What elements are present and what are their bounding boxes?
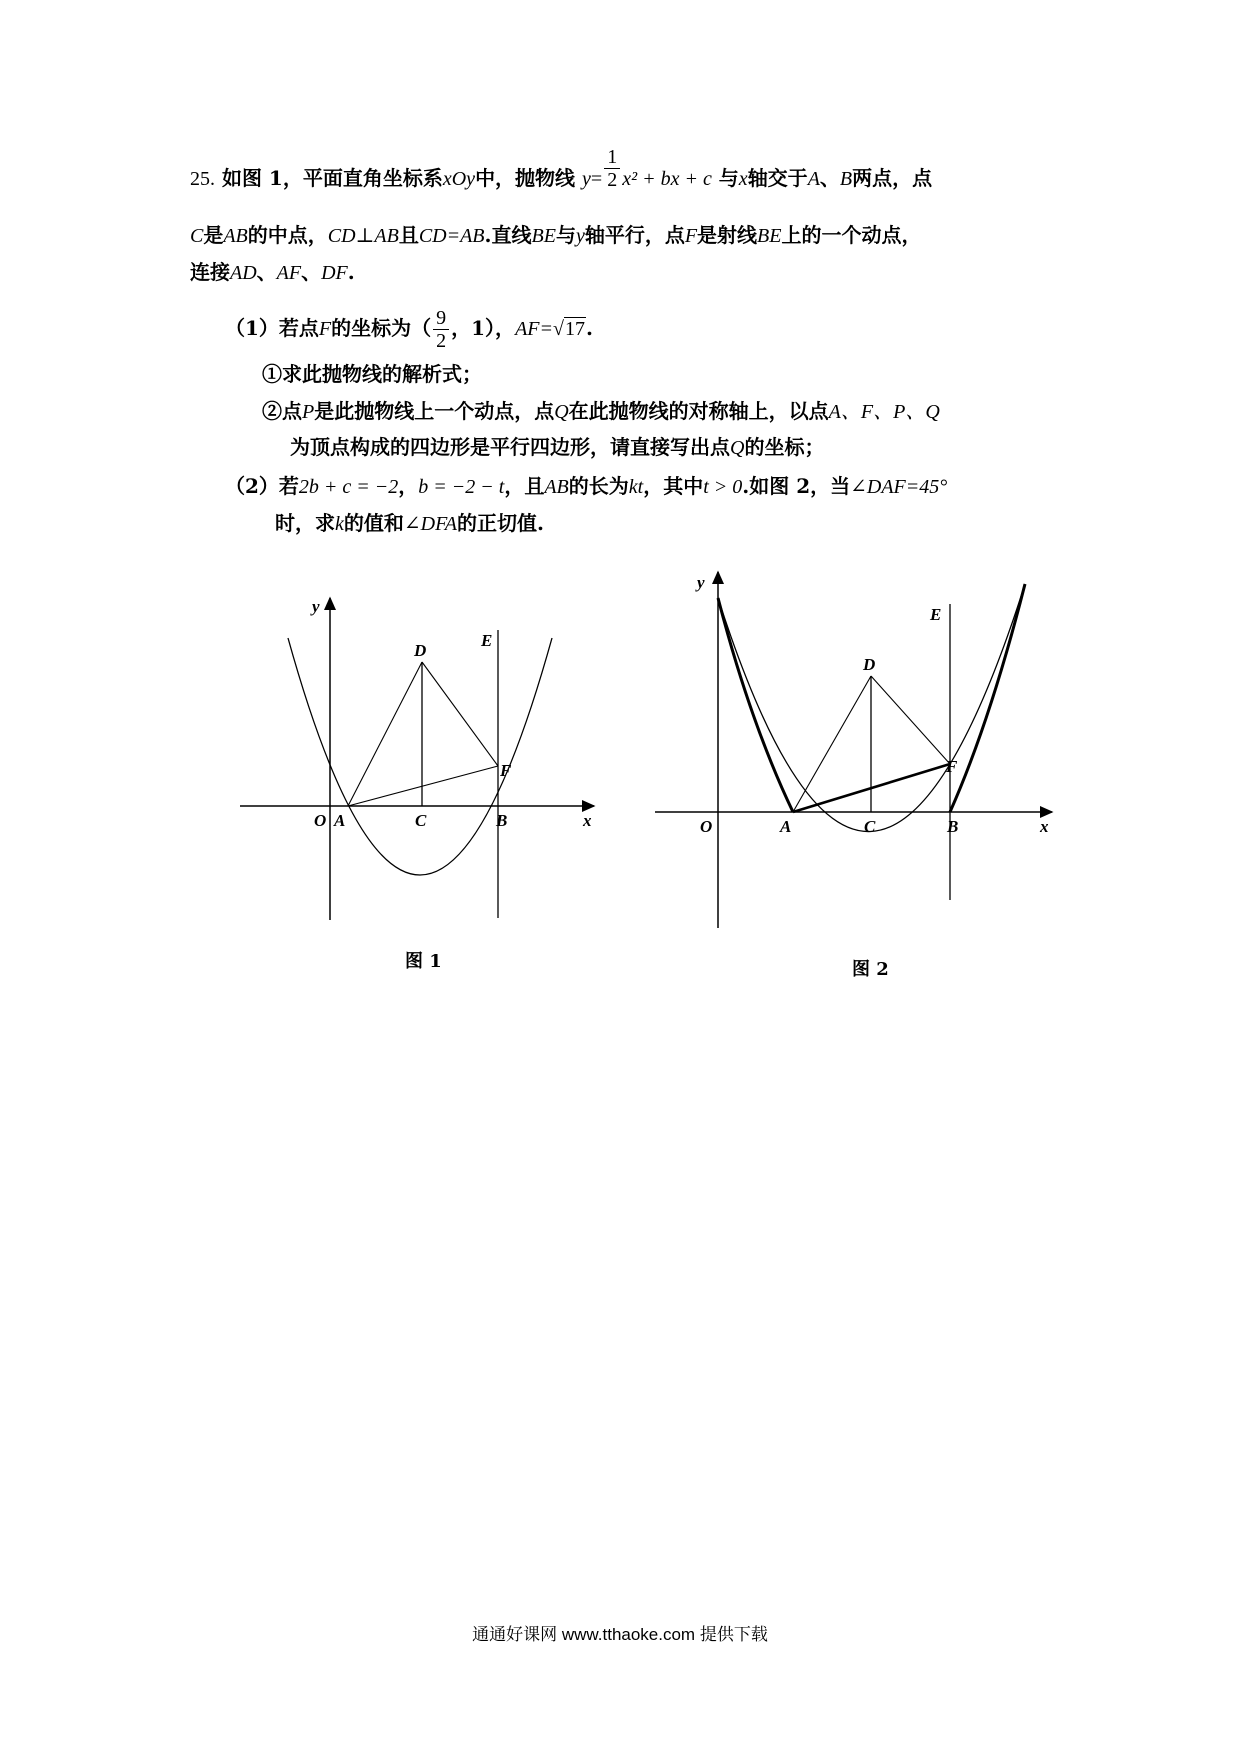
segment-DF-2: [871, 676, 950, 764]
label-x-1: x: [583, 811, 592, 830]
question-line-2: C是AB的中点，CD⊥AB且CD=AB.直线BE与y轴平行，点F是射线BE上的一个动点，: [190, 223, 922, 247]
label-y-2: y: [697, 573, 705, 592]
question-line-3: 连接AD、AF、DF.: [190, 260, 355, 284]
label-F-1: F: [500, 761, 512, 780]
label-B-2: B: [947, 817, 959, 836]
label-O-1: O: [314, 811, 327, 830]
part-2-line-2: 时，求k的值和∠DFA的正切值.: [275, 511, 544, 535]
sub-question-2-line-2: 为顶点构成的四边形是平行四边形，请直接写出点Q的坐标；: [290, 435, 825, 459]
sub-question-2-line-1: ②点P是此抛物线上一个动点，点Q在此抛物线的对称轴上，以点A、F、P、Q: [262, 399, 940, 423]
fraction-half: $\frac{1}{2}$: [604, 146, 620, 191]
label-D-2: D: [863, 655, 876, 674]
part-2-line-1: （2）若2b + c = −2，b = −2 − t，且AB的长为kt，其中t > 0.如图 2，当∠DAF=45°: [225, 474, 948, 498]
part-1-line: （1）若点F的坐标为（ $\frac{9}{2}$ ，1），AF=√17.: [225, 307, 593, 352]
label-D-1: D: [414, 641, 427, 660]
label-A-1: A: [334, 811, 346, 830]
label-O-2: O: [700, 817, 713, 836]
label-A-2: A: [780, 817, 792, 836]
sqrt-17: √17: [553, 318, 585, 340]
label-y-1: y: [312, 597, 320, 616]
sub-question-1: ①求此抛物线的解析式；: [262, 362, 482, 386]
label-C-2: C: [864, 817, 876, 836]
label-x-2: x: [1040, 817, 1049, 836]
label-F-2: F: [946, 757, 958, 776]
question-line-1: 25. 如图 1，平面直角坐标系xOy中，抛物线 y= $\frac{1}{2}$ x² + bx + c 与x轴交于A、B两点，点: [190, 146, 933, 191]
footer-text: 通通好课网 www.tthaoke.com 提供下载: [472, 1625, 768, 1644]
label-E-1: E: [481, 631, 493, 650]
figure-1-caption: 图 1: [405, 951, 442, 972]
label-B-1: B: [496, 811, 508, 830]
figure-2-caption: 图 2: [852, 959, 889, 980]
fraction-nine-halves: $\frac{9}{2}$: [433, 307, 449, 352]
label-E-2: E: [930, 605, 942, 624]
label-C-1: C: [415, 811, 427, 830]
